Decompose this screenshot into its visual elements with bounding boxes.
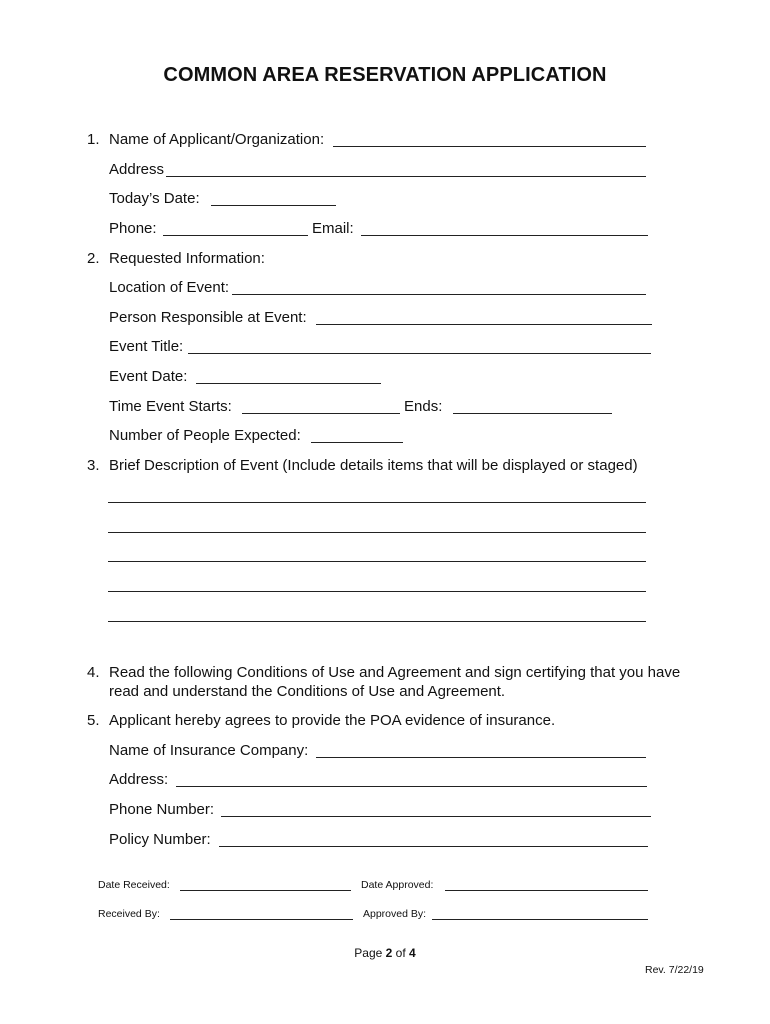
phone-label: Phone: bbox=[109, 220, 157, 237]
time-starts-label: Time Event Starts: bbox=[109, 398, 232, 415]
date-approved-field[interactable] bbox=[445, 890, 648, 891]
insurance-company-label: Name of Insurance Company: bbox=[109, 742, 309, 759]
event-title-label: Event Title: bbox=[109, 338, 184, 355]
approved-by-label: Approved By: bbox=[363, 908, 427, 920]
page-title: COMMON AREA RESERVATION APPLICATION bbox=[163, 64, 607, 86]
people-expected-field[interactable] bbox=[311, 442, 403, 443]
ends-field[interactable] bbox=[453, 413, 612, 414]
email-field[interactable] bbox=[361, 235, 648, 236]
description-line[interactable] bbox=[108, 561, 646, 562]
page-prefix: Page bbox=[354, 946, 383, 960]
requested-information-heading: Requested Information: bbox=[109, 250, 265, 267]
received-by-field[interactable] bbox=[170, 919, 353, 920]
description-line[interactable] bbox=[108, 532, 646, 533]
conditions-text-line-1: Read the following Conditions of Use and Agreement and sign certifying that you have bbox=[109, 664, 681, 681]
page-of: of bbox=[395, 946, 406, 960]
page-current: 2 bbox=[385, 946, 393, 960]
revision-date: Rev. 7/22/19 bbox=[645, 964, 704, 976]
section-5-number: 5. bbox=[87, 712, 100, 729]
event-description-heading: Brief Description of Event (Include details items that will be displayed or staged) bbox=[109, 457, 638, 474]
insurance-address-field[interactable] bbox=[176, 786, 647, 787]
event-date-field[interactable] bbox=[196, 383, 381, 384]
approved-by-field[interactable] bbox=[432, 919, 648, 920]
time-starts-field[interactable] bbox=[242, 413, 400, 414]
section-4-number: 4. bbox=[87, 664, 100, 681]
received-by-label: Received By: bbox=[98, 908, 160, 920]
person-responsible-field[interactable] bbox=[316, 324, 652, 325]
ends-label: Ends: bbox=[404, 398, 443, 415]
location-field[interactable] bbox=[232, 294, 646, 295]
insurance-phone-field[interactable] bbox=[221, 816, 651, 817]
applicant-name-label: Name of Applicant/Organization: bbox=[109, 131, 325, 148]
page-number bbox=[0, 946, 770, 960]
phone-field[interactable] bbox=[163, 235, 308, 236]
description-line[interactable] bbox=[108, 591, 646, 592]
insurance-heading: Applicant hereby agrees to provide the POA evidence of insurance. bbox=[109, 712, 556, 729]
policy-number-field[interactable] bbox=[219, 846, 648, 847]
date-received-field[interactable] bbox=[180, 890, 351, 891]
people-expected-label: Number of People Expected: bbox=[109, 427, 301, 444]
description-line[interactable] bbox=[108, 502, 646, 503]
description-line[interactable] bbox=[108, 621, 646, 622]
page-total: 4 bbox=[409, 946, 416, 960]
address-label: Address bbox=[109, 161, 165, 178]
date-approved-label: Date Approved: bbox=[361, 879, 434, 891]
section-2-number: 2. bbox=[87, 250, 100, 267]
person-responsible-label: Person Responsible at Event: bbox=[109, 309, 307, 326]
section-3-number: 3. bbox=[87, 457, 100, 474]
location-label: Location of Event: bbox=[109, 279, 230, 296]
insurance-company-field[interactable] bbox=[316, 757, 646, 758]
todays-date-field[interactable] bbox=[211, 205, 336, 206]
conditions-text-line-2: read and understand the Conditions of Use and Agreement. bbox=[109, 683, 506, 700]
event-title-field[interactable] bbox=[188, 353, 651, 354]
todays-date-label: Today’s Date: bbox=[109, 190, 200, 207]
applicant-name-field[interactable] bbox=[333, 146, 646, 147]
event-date-label: Event Date: bbox=[109, 368, 188, 385]
email-label: Email: bbox=[312, 220, 354, 237]
address-field[interactable] bbox=[166, 176, 646, 177]
insurance-address-label: Address: bbox=[109, 771, 169, 788]
policy-number-label: Policy Number: bbox=[109, 831, 211, 848]
insurance-phone-label: Phone Number: bbox=[109, 801, 215, 818]
date-received-label: Date Received: bbox=[98, 879, 170, 891]
section-1-number: 1. bbox=[87, 131, 100, 148]
